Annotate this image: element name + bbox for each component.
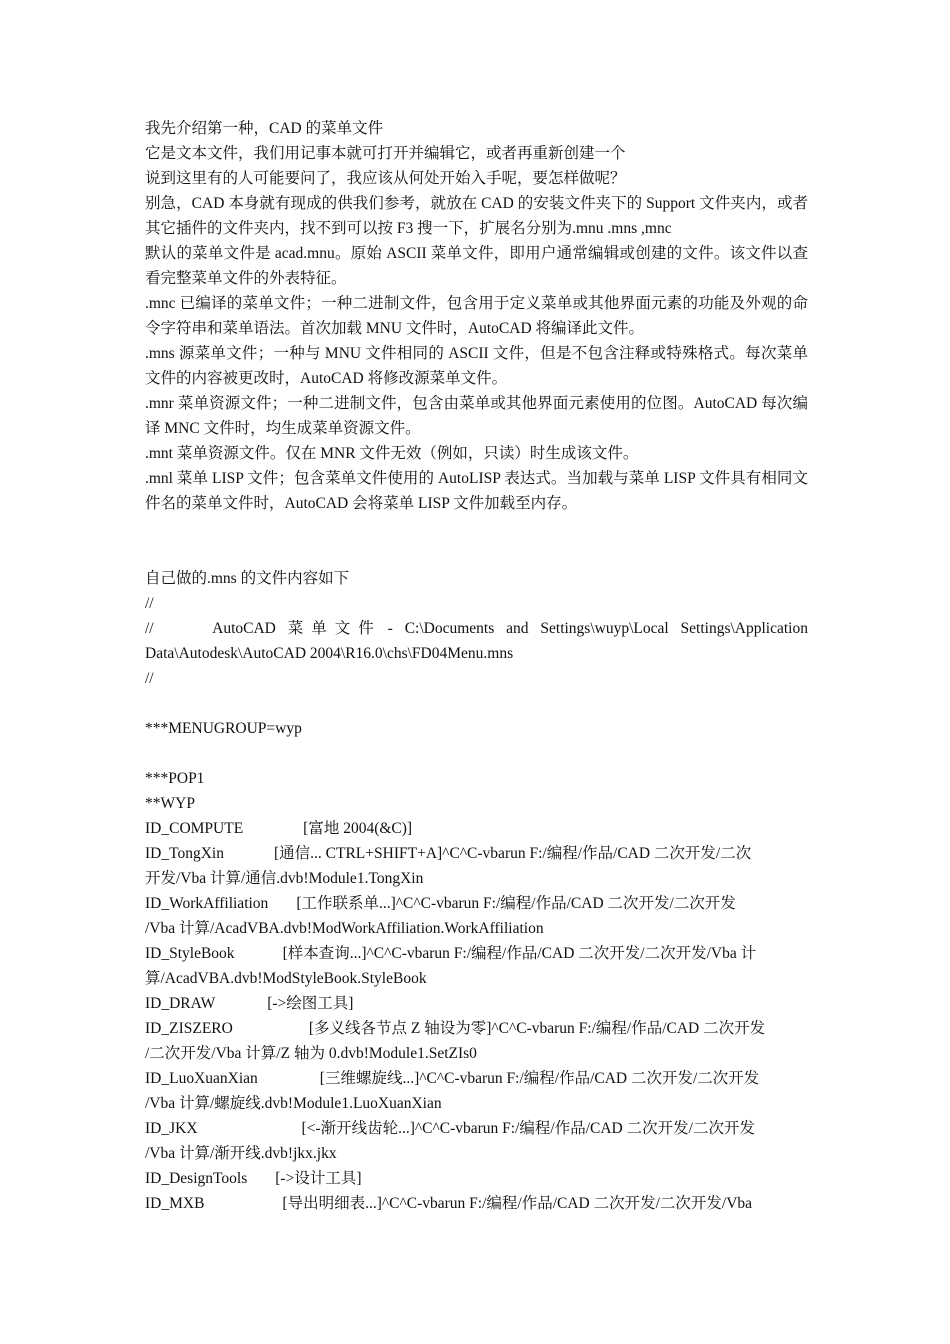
menu-entry-text: [<-渐开线齿轮...]^C^C-vbarun F:/编程/作品/CAD 二次开发/二次开发 bbox=[301, 1120, 755, 1137]
menu-entry bbox=[145, 816, 808, 841]
menu-entry-id: ID_ZISZERO bbox=[145, 1020, 233, 1037]
menu-entry-line bbox=[145, 1116, 808, 1141]
intro-line-2: 它是文本文件，我们用记事本就可打开并编辑它，或者再重新创建一个 bbox=[145, 145, 626, 162]
menu-entry-line bbox=[145, 891, 808, 916]
menu-entry-line bbox=[145, 816, 808, 841]
menu-entry-id: ID_LuoXuanXian bbox=[145, 1070, 258, 1087]
menu-entry-line bbox=[145, 1016, 808, 1041]
menu-entry-text: [->绘图工具] bbox=[267, 995, 354, 1012]
menu-entry-text: [三维螺旋线...]^C^C-vbarun F:/编程/作品/CAD 二次开发/二次开发 bbox=[319, 1070, 760, 1087]
menu-entry bbox=[145, 1016, 808, 1066]
menu-entry-text: [导出明细表...]^C^C-vbarun F:/编程/作品/CAD 二次开发/二次开发/Vba bbox=[282, 1195, 753, 1212]
intro-paragraph-mnu: 默认的菜单文件是 acad.mnu。原始 ASCII 菜单文件，即用户通常编辑或创建的文件。该文件以查看完整菜单文件的外表特征。 bbox=[145, 245, 808, 287]
mns-title: 自己做的.mns 的文件内容如下 bbox=[145, 570, 350, 587]
document-page bbox=[145, 116, 812, 1216]
menu-entry bbox=[145, 1191, 808, 1216]
menu-entry-text: [->设计工具] bbox=[275, 1170, 362, 1187]
intro-section bbox=[145, 116, 808, 516]
menu-entry-text: [通信... CTRL+SHIFT+A]^C^C-vbarun F:/编程/作品/CAD 二次开发/二次 bbox=[274, 845, 752, 862]
menu-entry bbox=[145, 991, 808, 1016]
pop-line: ***POP1 bbox=[145, 770, 205, 787]
menu-entry-text: [工作联系单...]^C^C-vbarun F:/编程/作品/CAD 二次开发/二次开发 bbox=[296, 895, 736, 912]
menu-entry-continuation: 算/AcadVBA.dvb!ModStyleBook.StyleBook bbox=[145, 970, 427, 987]
spacer bbox=[145, 691, 808, 716]
menu-entry-id: ID_JKX bbox=[145, 1120, 198, 1137]
menu-entry-continuation: 开发/Vba 计算/通信.dvb!Module1.TongXin bbox=[145, 870, 424, 887]
mns-comment-path: // AutoCAD 菜 单 文 件 - C:\Documents and Settings\wuyp\Local Settings\Application Data\Autodesk\AutoCAD 2004\R16.0\chs\FD04Menu.mns bbox=[145, 620, 812, 662]
menu-entry-line bbox=[145, 991, 808, 1016]
menu-entry-id: ID_DesignTools bbox=[145, 1170, 248, 1187]
intro-paragraph-support: 别急，CAD 本身就有现成的供我们参考，就放在 CAD 的安装文件夹下的 Support 文件夹内，或者其它插件的文件夹内，找不到可以按 F3 搜一下，扩展名分别为.mnu .mns ,mnc bbox=[145, 195, 808, 237]
menu-entry-id: ID_StyleBook bbox=[145, 945, 235, 962]
intro-paragraph-mnl: .mnl 菜单 LISP 文件；包含菜单文件使用的 AutoLISP 表达式。当加载与菜单 LISP 文件具有相同文件名的菜单文件时，AutoCAD 会将菜单 LISP 文件加载至内存。 bbox=[145, 470, 808, 512]
menugroup-line: ***MENUGROUP=wyp bbox=[145, 720, 302, 737]
spacer bbox=[145, 741, 808, 766]
menu-entry-text: [富地 2004(&C)] bbox=[303, 820, 413, 837]
intro-paragraph-mnt: .mnt 菜单资源文件。仅在 MNR 文件无效（例如，只读）时生成该文件。 bbox=[145, 445, 639, 462]
menu-entry-line bbox=[145, 941, 808, 966]
menu-entry-continuation: /二次开发/Vba 计算/Z 轴为 0.dvb!Module1.SetZIs0 bbox=[145, 1045, 477, 1062]
menu-entry bbox=[145, 1066, 808, 1116]
menu-entry-continuation: /Vba 计算/AcadVBA.dvb!ModWorkAffiliation.WorkAffiliation bbox=[145, 920, 544, 937]
menu-entry bbox=[145, 941, 808, 991]
spacer bbox=[145, 516, 808, 566]
menu-entry bbox=[145, 1166, 808, 1191]
menu-entry bbox=[145, 891, 808, 941]
menu-entry-line bbox=[145, 841, 808, 866]
mns-comment-line-1: // bbox=[145, 595, 154, 612]
intro-line-3: 说到这里有的人可能要问了，我应该从何处开始入手呢，要怎样做呢？ bbox=[145, 170, 626, 187]
menu-entry bbox=[145, 1116, 808, 1166]
menu-entry-id: ID_WorkAffiliation bbox=[145, 895, 269, 912]
menu-entry-id: ID_TongXin bbox=[145, 845, 224, 862]
menu-entry-continuation: /Vba 计算/渐开线.dvb!jkx.jkx bbox=[145, 1145, 337, 1162]
menu-entry-line bbox=[145, 1066, 808, 1091]
menu-entry-line bbox=[145, 1191, 808, 1216]
menu-entries bbox=[145, 816, 808, 1216]
menu-entry-id: ID_MXB bbox=[145, 1195, 205, 1212]
menu-entry-id: ID_DRAW bbox=[145, 995, 216, 1012]
menu-entry bbox=[145, 841, 808, 891]
menu-entry-text: [多义线各节点 Z 轴设为零]^C^C-vbarun F:/编程/作品/CAD 二次开发 bbox=[308, 1020, 766, 1037]
intro-paragraph-mnc: .mnc 已编译的菜单文件；一种二进制文件，包含用于定义菜单或其他界面元素的功能及外观的命令字符串和菜单语法。首次加载 MNU 文件时，AutoCAD 将编译此文件。 bbox=[145, 295, 808, 337]
pop-name-line: **WYP bbox=[145, 795, 195, 812]
menu-entry-continuation: /Vba 计算/螺旋线.dvb!Module1.LuoXuanXian bbox=[145, 1095, 442, 1112]
menu-entry-line bbox=[145, 1166, 808, 1191]
intro-paragraph-mnr: .mnr 菜单资源文件；一种二进制文件，包含由菜单或其他界面元素使用的位图。AutoCAD 每次编译 MNC 文件时，均生成菜单资源文件。 bbox=[145, 395, 808, 437]
intro-line-1: 我先介绍第一种，CAD 的菜单文件 bbox=[145, 120, 384, 137]
intro-paragraph-mns: .mns 源菜单文件；一种与 MNU 文件相同的 ASCII 文件，但是不包含注释或特殊格式。每次菜单文件的内容被更改时，AutoCAD 将修改源菜单文件。 bbox=[145, 345, 808, 387]
menu-entry-text: [样本查询...]^C^C-vbarun F:/编程/作品/CAD 二次开发/二次开发/Vba 计 bbox=[282, 945, 757, 962]
menu-entry-id: ID_COMPUTE bbox=[145, 820, 244, 837]
mns-comment-line-3: // bbox=[145, 670, 154, 687]
